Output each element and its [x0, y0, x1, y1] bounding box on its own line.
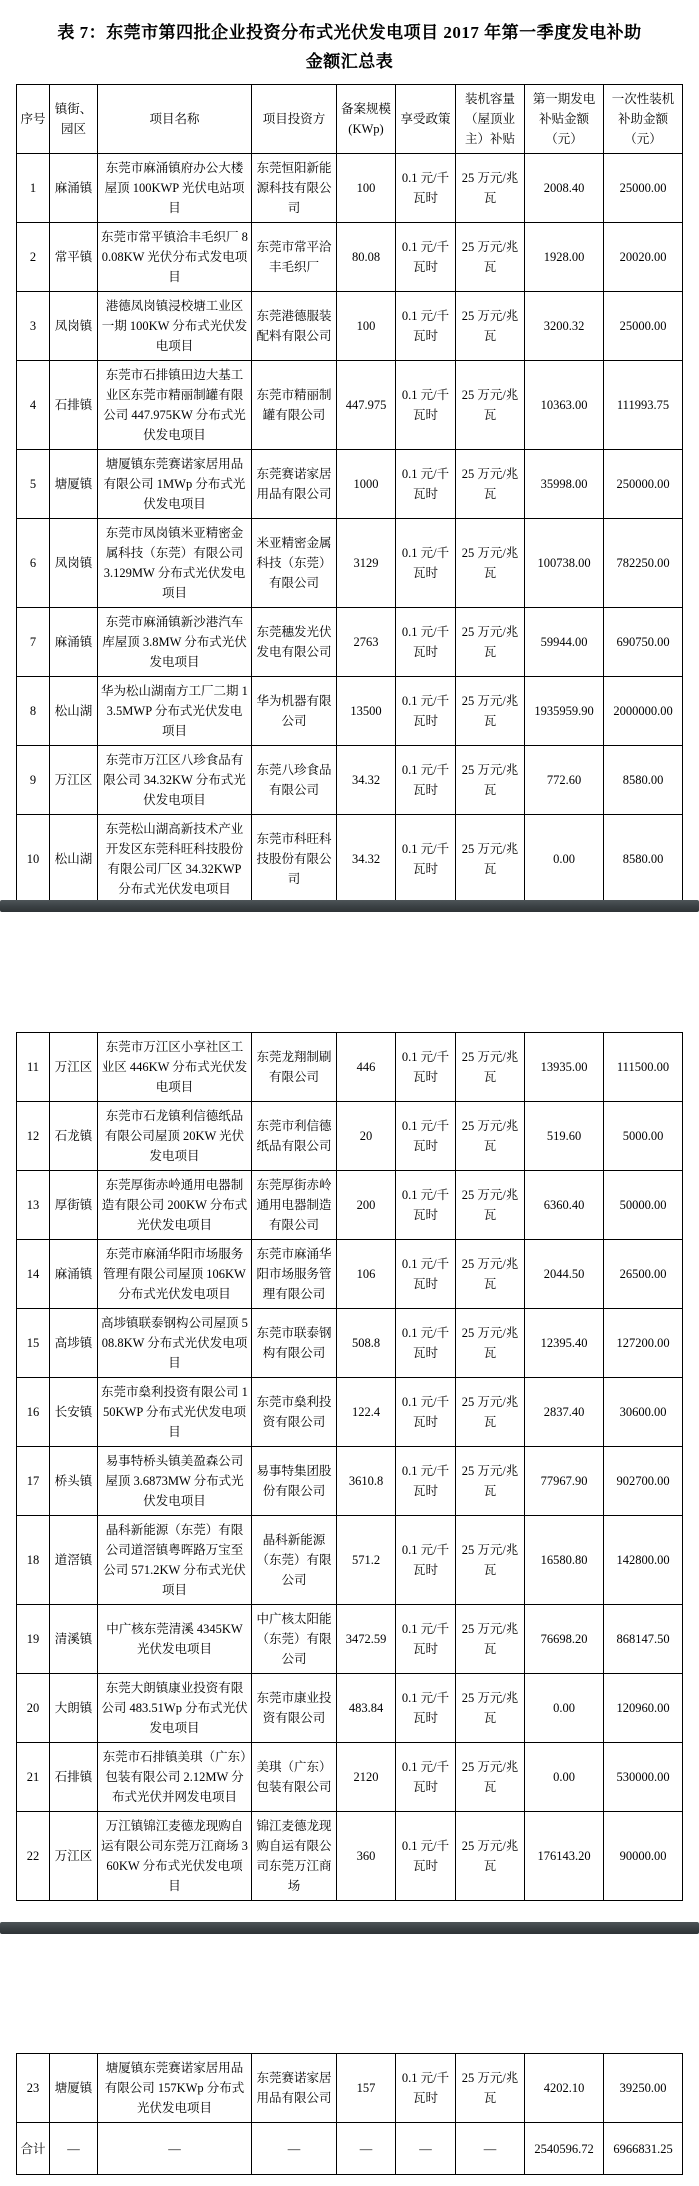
table-cell: 2: [17, 223, 50, 292]
table-cell: 0.1 元/千瓦时: [396, 1378, 456, 1447]
table-cell: 易事特集团股份有限公司: [252, 1447, 337, 1516]
document-page-1: [0, 0, 699, 900]
table-cell: 东莞市万江区八珍食品有限公司 34.32KW 分布式光伏发电项目: [98, 746, 252, 815]
table-cell: 3472.59: [337, 1605, 396, 1674]
table-cell: 5000.00: [604, 1102, 683, 1171]
table-cell: 锦江麦德龙现购自运有限公司东莞万江商场: [252, 1812, 337, 1901]
table-cell: 0.1 元/千瓦时: [396, 1240, 456, 1309]
table-cell: 塘厦镇: [50, 450, 98, 519]
page-separator: [0, 1922, 699, 1934]
table-cell: —: [98, 2123, 252, 2175]
table-cell: 晶科新能源（东莞）有限公司道滘镇粤晖路万宝至公司 571.2KW 分布式光伏项目: [98, 1516, 252, 1605]
table-row: [17, 677, 683, 746]
table-cell: 8580.00: [604, 746, 683, 815]
table-cell: 6360.40: [525, 1171, 604, 1240]
table-cell: 8: [17, 677, 50, 746]
table-cell: 10: [17, 815, 50, 901]
table-cell: 25 万元/兆瓦: [456, 1378, 525, 1447]
table-cell: 25 万元/兆瓦: [456, 608, 525, 677]
table-cell: 凤岗镇: [50, 519, 98, 608]
table-row: [17, 223, 683, 292]
table-cell: 0.1 元/千瓦时: [396, 292, 456, 361]
table-cell: 0.1 元/千瓦时: [396, 1605, 456, 1674]
table-cell: 石龙镇: [50, 1102, 98, 1171]
table-cell: 127200.00: [604, 1309, 683, 1378]
table-row: [17, 2054, 683, 2123]
table-cell: 50000.00: [604, 1171, 683, 1240]
table-cell: 77967.90: [525, 1447, 604, 1516]
table-row: [17, 1102, 683, 1171]
table-cell: 6966831.25: [604, 2123, 683, 2175]
table-cell: 106: [337, 1240, 396, 1309]
table-cell: 东莞厚街赤岭通用电器制造有限公司 200KW 分布式光伏发电项目: [98, 1171, 252, 1240]
table-cell: 4: [17, 361, 50, 450]
table-cell: 东莞市麻涌华阳市场服务管理有限公司: [252, 1240, 337, 1309]
table-cell: 25 万元/兆瓦: [456, 450, 525, 519]
table-cell: 100: [337, 154, 396, 223]
table-cell: 25 万元/兆瓦: [456, 223, 525, 292]
table-cell: 0.1 元/千瓦时: [396, 2054, 456, 2123]
table-cell: 麻涌镇: [50, 608, 98, 677]
table-cell: 东莞恒阳新能源科技有限公司: [252, 154, 337, 223]
table-cell: 麻涌镇: [50, 1240, 98, 1309]
table-row: [17, 1516, 683, 1605]
table-cell: 松山湖: [50, 677, 98, 746]
table-cell: 松山湖: [50, 815, 98, 901]
table-cell: 晶科新能源（东莞）有限公司: [252, 1516, 337, 1605]
table-cell: —: [337, 2123, 396, 2175]
table-cell: 360: [337, 1812, 396, 1901]
document-page-2: [0, 912, 699, 1922]
table-cell: 571.2: [337, 1516, 396, 1605]
table-cell: 0.1 元/千瓦时: [396, 450, 456, 519]
table-row: [17, 1378, 683, 1447]
table-cell: 25 万元/兆瓦: [456, 746, 525, 815]
table-cell: 19: [17, 1605, 50, 1674]
table-cell: 111500.00: [604, 1033, 683, 1102]
table-body: [17, 154, 683, 901]
table-cell: 常平镇: [50, 223, 98, 292]
header-cell: 项目名称: [98, 85, 252, 154]
table-cell: 塘厦镇东莞赛诺家居用品有限公司 1MWp 分布式光伏发电项目: [98, 450, 252, 519]
table-cell: 2763: [337, 608, 396, 677]
table-cell: 0.1 元/千瓦时: [396, 677, 456, 746]
table-cell: 21: [17, 1743, 50, 1812]
table-row: [17, 1674, 683, 1743]
table-cell: 25 万元/兆瓦: [456, 815, 525, 901]
table-body: [17, 1033, 683, 1901]
table-cell: 7: [17, 608, 50, 677]
table-cell: 2008.40: [525, 154, 604, 223]
table-cell: 东莞市常平镇洽丰毛织厂 80.08KW 光伏分布式发电项目: [98, 223, 252, 292]
table-cell: 12: [17, 1102, 50, 1171]
subsidy-table-page-3: [16, 2053, 683, 2175]
table-cell: 东莞市常平洽丰毛织厂: [252, 223, 337, 292]
table-cell: 东莞市石龙镇利信德纸品有限公司屋顶 20KW 光伏发电项目: [98, 1102, 252, 1171]
table-cell: 13500: [337, 677, 396, 746]
table-row: [17, 2123, 683, 2175]
table-cell: 10363.00: [525, 361, 604, 450]
table-cell: 18: [17, 1516, 50, 1605]
table-cell: 万江镇锦江麦德龙现购自运有限公司东莞万江商场 360KW 分布式光伏发电项目: [98, 1812, 252, 1901]
table-cell: 2120: [337, 1743, 396, 1812]
table-cell: 25 万元/兆瓦: [456, 519, 525, 608]
table-cell: 东莞市石排镇美琪（广东）包装有限公司 2.12MW 分布式光伏并网发电项目: [98, 1743, 252, 1812]
table-cell: 0.1 元/千瓦时: [396, 223, 456, 292]
table-cell: 0.1 元/千瓦时: [396, 1812, 456, 1901]
table-row: [17, 361, 683, 450]
table-row: [17, 1033, 683, 1102]
table-cell: 东莞厚街赤岭通用电器制造有限公司: [252, 1171, 337, 1240]
table-body: [17, 2054, 683, 2175]
table-cell: 22: [17, 1812, 50, 1901]
table-cell: 东莞市科旺科技股份有限公司: [252, 815, 337, 901]
table-cell: 1935959.90: [525, 677, 604, 746]
table-cell: 9: [17, 746, 50, 815]
header-cell: 项目投资方: [252, 85, 337, 154]
table-cell: 东莞市燊利投资有限公司: [252, 1378, 337, 1447]
table-cell: 0.1 元/千瓦时: [396, 1102, 456, 1171]
table-cell: 11: [17, 1033, 50, 1102]
table-cell: 东莞龙翔制刷有限公司: [252, 1033, 337, 1102]
table-cell: 1000: [337, 450, 396, 519]
table-header: [17, 85, 683, 154]
table-cell: 东莞市麻涌华阳市场服务管理有限公司屋顶 106KW 分布式光伏发电项目: [98, 1240, 252, 1309]
table-cell: 20020.00: [604, 223, 683, 292]
table-cell: 清溪镇: [50, 1605, 98, 1674]
table-cell: 5: [17, 450, 50, 519]
table-cell: 0.00: [525, 1743, 604, 1812]
table-cell: 0.1 元/千瓦时: [396, 154, 456, 223]
table-cell: 34.32: [337, 815, 396, 901]
header-cell: 第一期发电补贴金额（元）: [525, 85, 604, 154]
table-cell: 15: [17, 1309, 50, 1378]
table-cell: 142800.00: [604, 1516, 683, 1605]
table-cell: 508.8: [337, 1309, 396, 1378]
table-cell: 111993.75: [604, 361, 683, 450]
table-cell: 3200.32: [525, 292, 604, 361]
table-row: [17, 450, 683, 519]
table-cell: 0.00: [525, 1674, 604, 1743]
table-cell: 25 万元/兆瓦: [456, 361, 525, 450]
table-cell: 0.1 元/千瓦时: [396, 1033, 456, 1102]
table-cell: 34.32: [337, 746, 396, 815]
table-cell: 39250.00: [604, 2054, 683, 2123]
document-page-3: [0, 1934, 699, 2186]
table-cell: 122.4: [337, 1378, 396, 1447]
table-cell: 16: [17, 1378, 50, 1447]
table-cell: 868147.50: [604, 1605, 683, 1674]
table-cell: 250000.00: [604, 450, 683, 519]
table-cell: 80.08: [337, 223, 396, 292]
table-cell: 25000.00: [604, 292, 683, 361]
table-cell: 2044.50: [525, 1240, 604, 1309]
table-cell: 塘厦镇: [50, 2054, 98, 2123]
table-cell: 1928.00: [525, 223, 604, 292]
table-cell: 东莞市麻涌镇府办公大楼屋顶 100KWP 光伏电站项目: [98, 154, 252, 223]
table-cell: 13: [17, 1171, 50, 1240]
table-cell: 易事特桥头镇美盈森公司屋顶 3.6873MW 分布式光伏发电项目: [98, 1447, 252, 1516]
table-cell: 483.84: [337, 1674, 396, 1743]
table-cell: 25 万元/兆瓦: [456, 1812, 525, 1901]
table-cell: 12395.40: [525, 1309, 604, 1378]
table-cell: 东莞市万江区小享社区工业区 446KW 分布式光伏发电项目: [98, 1033, 252, 1102]
table-cell: 塘厦镇东莞赛诺家居用品有限公司 157KWp 分布式光伏发电项目: [98, 2054, 252, 2123]
header-cell: 享受政策: [396, 85, 456, 154]
table-cell: 25 万元/兆瓦: [456, 2054, 525, 2123]
table-cell: 772.60: [525, 746, 604, 815]
table-cell: 东莞市联泰钢构有限公司: [252, 1309, 337, 1378]
table-cell: 20: [337, 1102, 396, 1171]
header-cell: 序号: [17, 85, 50, 154]
table-cell: 519.60: [525, 1102, 604, 1171]
table-cell: 6: [17, 519, 50, 608]
table-cell: 120960.00: [604, 1674, 683, 1743]
table-cell: 446: [337, 1033, 396, 1102]
table-cell: 石排镇: [50, 1743, 98, 1812]
table-cell: 万江区: [50, 1033, 98, 1102]
table-cell: 26500.00: [604, 1240, 683, 1309]
table-cell: 合计: [17, 2123, 50, 2175]
subsidy-table-page-1: [16, 84, 683, 900]
table-cell: 0.1 元/千瓦时: [396, 1516, 456, 1605]
table-row: [17, 815, 683, 901]
table-row: [17, 746, 683, 815]
table-cell: 25 万元/兆瓦: [456, 1743, 525, 1812]
table-cell: 0.1 元/千瓦时: [396, 815, 456, 901]
table-cell: 港德凤岗镇浸校塘工业区一期 100KW 分布式光伏发电项目: [98, 292, 252, 361]
table-cell: 美琪（广东）包装有限公司: [252, 1743, 337, 1812]
table-cell: 高埗镇联泰钢构公司屋顶 508.8KW 分布式光伏发电项目: [98, 1309, 252, 1378]
table-cell: —: [50, 2123, 98, 2175]
table-cell: 东莞八珍食品有限公司: [252, 746, 337, 815]
table-cell: 东莞市利信德纸品有限公司: [252, 1102, 337, 1171]
document-title: 表 7：东莞市第四批企业投资分布式光伏发电项目 2017 年第一季度发电补助金额汇总表: [57, 23, 642, 71]
table-cell: 3: [17, 292, 50, 361]
table-cell: 4202.10: [525, 2054, 604, 2123]
table-cell: 东莞港德服装配料有限公司: [252, 292, 337, 361]
table-cell: 2837.40: [525, 1378, 604, 1447]
table-cell: 2540596.72: [525, 2123, 604, 2175]
table-row: [17, 154, 683, 223]
header-row: [17, 85, 683, 154]
table-cell: —: [456, 2123, 525, 2175]
table-cell: 麻涌镇: [50, 154, 98, 223]
table-cell: 东莞市凤岗镇米亚精密金属科技（东莞）有限公司 3.129MW 分布式光伏发电项目: [98, 519, 252, 608]
table-cell: 东莞市精丽制罐有限公司: [252, 361, 337, 450]
table-cell: 华为机器有限公司: [252, 677, 337, 746]
table-cell: 25 万元/兆瓦: [456, 1240, 525, 1309]
page-separator: [0, 900, 699, 912]
table-cell: 米亚精密金属科技（东莞）有限公司: [252, 519, 337, 608]
table-cell: 200: [337, 1171, 396, 1240]
table-row: [17, 1447, 683, 1516]
table-cell: 20: [17, 1674, 50, 1743]
table-cell: 东莞市麻涌镇新沙港汽车库屋顶 3.8MW 分布式光伏发电项目: [98, 608, 252, 677]
table-cell: 东莞市石排镇田边大基工业区东莞市精丽制罐有限公司 447.975KW 分布式光伏发电项目: [98, 361, 252, 450]
table-cell: 道滘镇: [50, 1516, 98, 1605]
table-cell: 1: [17, 154, 50, 223]
table-cell: 桥头镇: [50, 1447, 98, 1516]
table-cell: 782250.00: [604, 519, 683, 608]
table-cell: 25 万元/兆瓦: [456, 1309, 525, 1378]
table-cell: 0.1 元/千瓦时: [396, 608, 456, 677]
table-cell: 690750.00: [604, 608, 683, 677]
table-cell: 长安镇: [50, 1378, 98, 1447]
table-cell: 25 万元/兆瓦: [456, 677, 525, 746]
table-cell: 0.1 元/千瓦时: [396, 1309, 456, 1378]
table-cell: 13935.00: [525, 1033, 604, 1102]
table-cell: 90000.00: [604, 1812, 683, 1901]
table-cell: 25 万元/兆瓦: [456, 1033, 525, 1102]
table-cell: 华为松山湖南方工厂二期 13.5MWP 分布式光伏发电项目: [98, 677, 252, 746]
table-cell: 8580.00: [604, 815, 683, 901]
table-cell: 76698.20: [525, 1605, 604, 1674]
table-cell: 25 万元/兆瓦: [456, 292, 525, 361]
table-cell: 25 万元/兆瓦: [456, 1516, 525, 1605]
table-cell: 0.00: [525, 815, 604, 901]
table-cell: 157: [337, 2054, 396, 2123]
table-cell: 高埗镇: [50, 1309, 98, 1378]
table-row: [17, 1171, 683, 1240]
table-cell: 0.1 元/千瓦时: [396, 746, 456, 815]
table-cell: 35998.00: [525, 450, 604, 519]
table-cell: 凤岗镇: [50, 292, 98, 361]
table-cell: 25 万元/兆瓦: [456, 1102, 525, 1171]
table-cell: 2000000.00: [604, 677, 683, 746]
table-row: [17, 1743, 683, 1812]
table-cell: 25 万元/兆瓦: [456, 1605, 525, 1674]
table-row: [17, 1309, 683, 1378]
table-cell: 14: [17, 1240, 50, 1309]
table-cell: 25 万元/兆瓦: [456, 1447, 525, 1516]
table-cell: 中广核东莞清溪 4345KW 光伏发电项目: [98, 1605, 252, 1674]
table-row: [17, 1812, 683, 1901]
table-cell: 东莞市燊利投资有限公司 150KWP 分布式光伏发电项目: [98, 1378, 252, 1447]
table-cell: 大朗镇: [50, 1674, 98, 1743]
table-row: [17, 608, 683, 677]
table-cell: 0.1 元/千瓦时: [396, 519, 456, 608]
table-cell: 东莞松山湖高新技术产业开发区东莞科旺科技股份有限公司厂区 34.32KWP 分布式光伏发电项目: [98, 815, 252, 901]
table-cell: 30600.00: [604, 1378, 683, 1447]
header-cell: 一次性装机补助金额（元）: [604, 85, 683, 154]
table-cell: 25 万元/兆瓦: [456, 154, 525, 223]
table-cell: 0.1 元/千瓦时: [396, 1674, 456, 1743]
table-cell: 0.1 元/千瓦时: [396, 1743, 456, 1812]
subsidy-table-page-2: [16, 1032, 683, 1901]
table-cell: 厚街镇: [50, 1171, 98, 1240]
header-cell: 备案规模(KWp): [337, 85, 396, 154]
header-cell: 装机容量（屋顶业主）补贴: [456, 85, 525, 154]
table-cell: 23: [17, 2054, 50, 2123]
table-cell: 3610.8: [337, 1447, 396, 1516]
table-cell: 902700.00: [604, 1447, 683, 1516]
table-row: [17, 1240, 683, 1309]
table-row: [17, 1605, 683, 1674]
table-cell: 东莞赛诺家居用品有限公司: [252, 450, 337, 519]
table-cell: —: [396, 2123, 456, 2175]
table-cell: 3129: [337, 519, 396, 608]
table-cell: 176143.20: [525, 1812, 604, 1901]
table-cell: 100738.00: [525, 519, 604, 608]
table-row: [17, 519, 683, 608]
header-cell: 镇街、园区: [50, 85, 98, 154]
table-cell: 100: [337, 292, 396, 361]
table-cell: 东莞市康业投资有限公司: [252, 1674, 337, 1743]
table-cell: 447.975: [337, 361, 396, 450]
table-cell: 17: [17, 1447, 50, 1516]
table-cell: 0.1 元/千瓦时: [396, 1171, 456, 1240]
table-cell: 530000.00: [604, 1743, 683, 1812]
table-cell: —: [252, 2123, 337, 2175]
table-cell: 0.1 元/千瓦时: [396, 1447, 456, 1516]
table-cell: 万江区: [50, 1812, 98, 1901]
table-cell: 0.1 元/千瓦时: [396, 361, 456, 450]
table-cell: 16580.80: [525, 1516, 604, 1605]
table-row: [17, 292, 683, 361]
table-cell: 东莞穗发光伏发电有限公司: [252, 608, 337, 677]
table-cell: 东莞大朗镇康业投资有限公司 483.51Wp 分布式光伏发电项目: [98, 1674, 252, 1743]
table-cell: 25 万元/兆瓦: [456, 1171, 525, 1240]
table-cell: 25 万元/兆瓦: [456, 1674, 525, 1743]
table-cell: 59944.00: [525, 608, 604, 677]
table-cell: 万江区: [50, 746, 98, 815]
table-cell: 东莞赛诺家居用品有限公司: [252, 2054, 337, 2123]
table-cell: 石排镇: [50, 361, 98, 450]
table-cell: 中广核太阳能（东莞）有限公司: [252, 1605, 337, 1674]
table-cell: 25000.00: [604, 154, 683, 223]
